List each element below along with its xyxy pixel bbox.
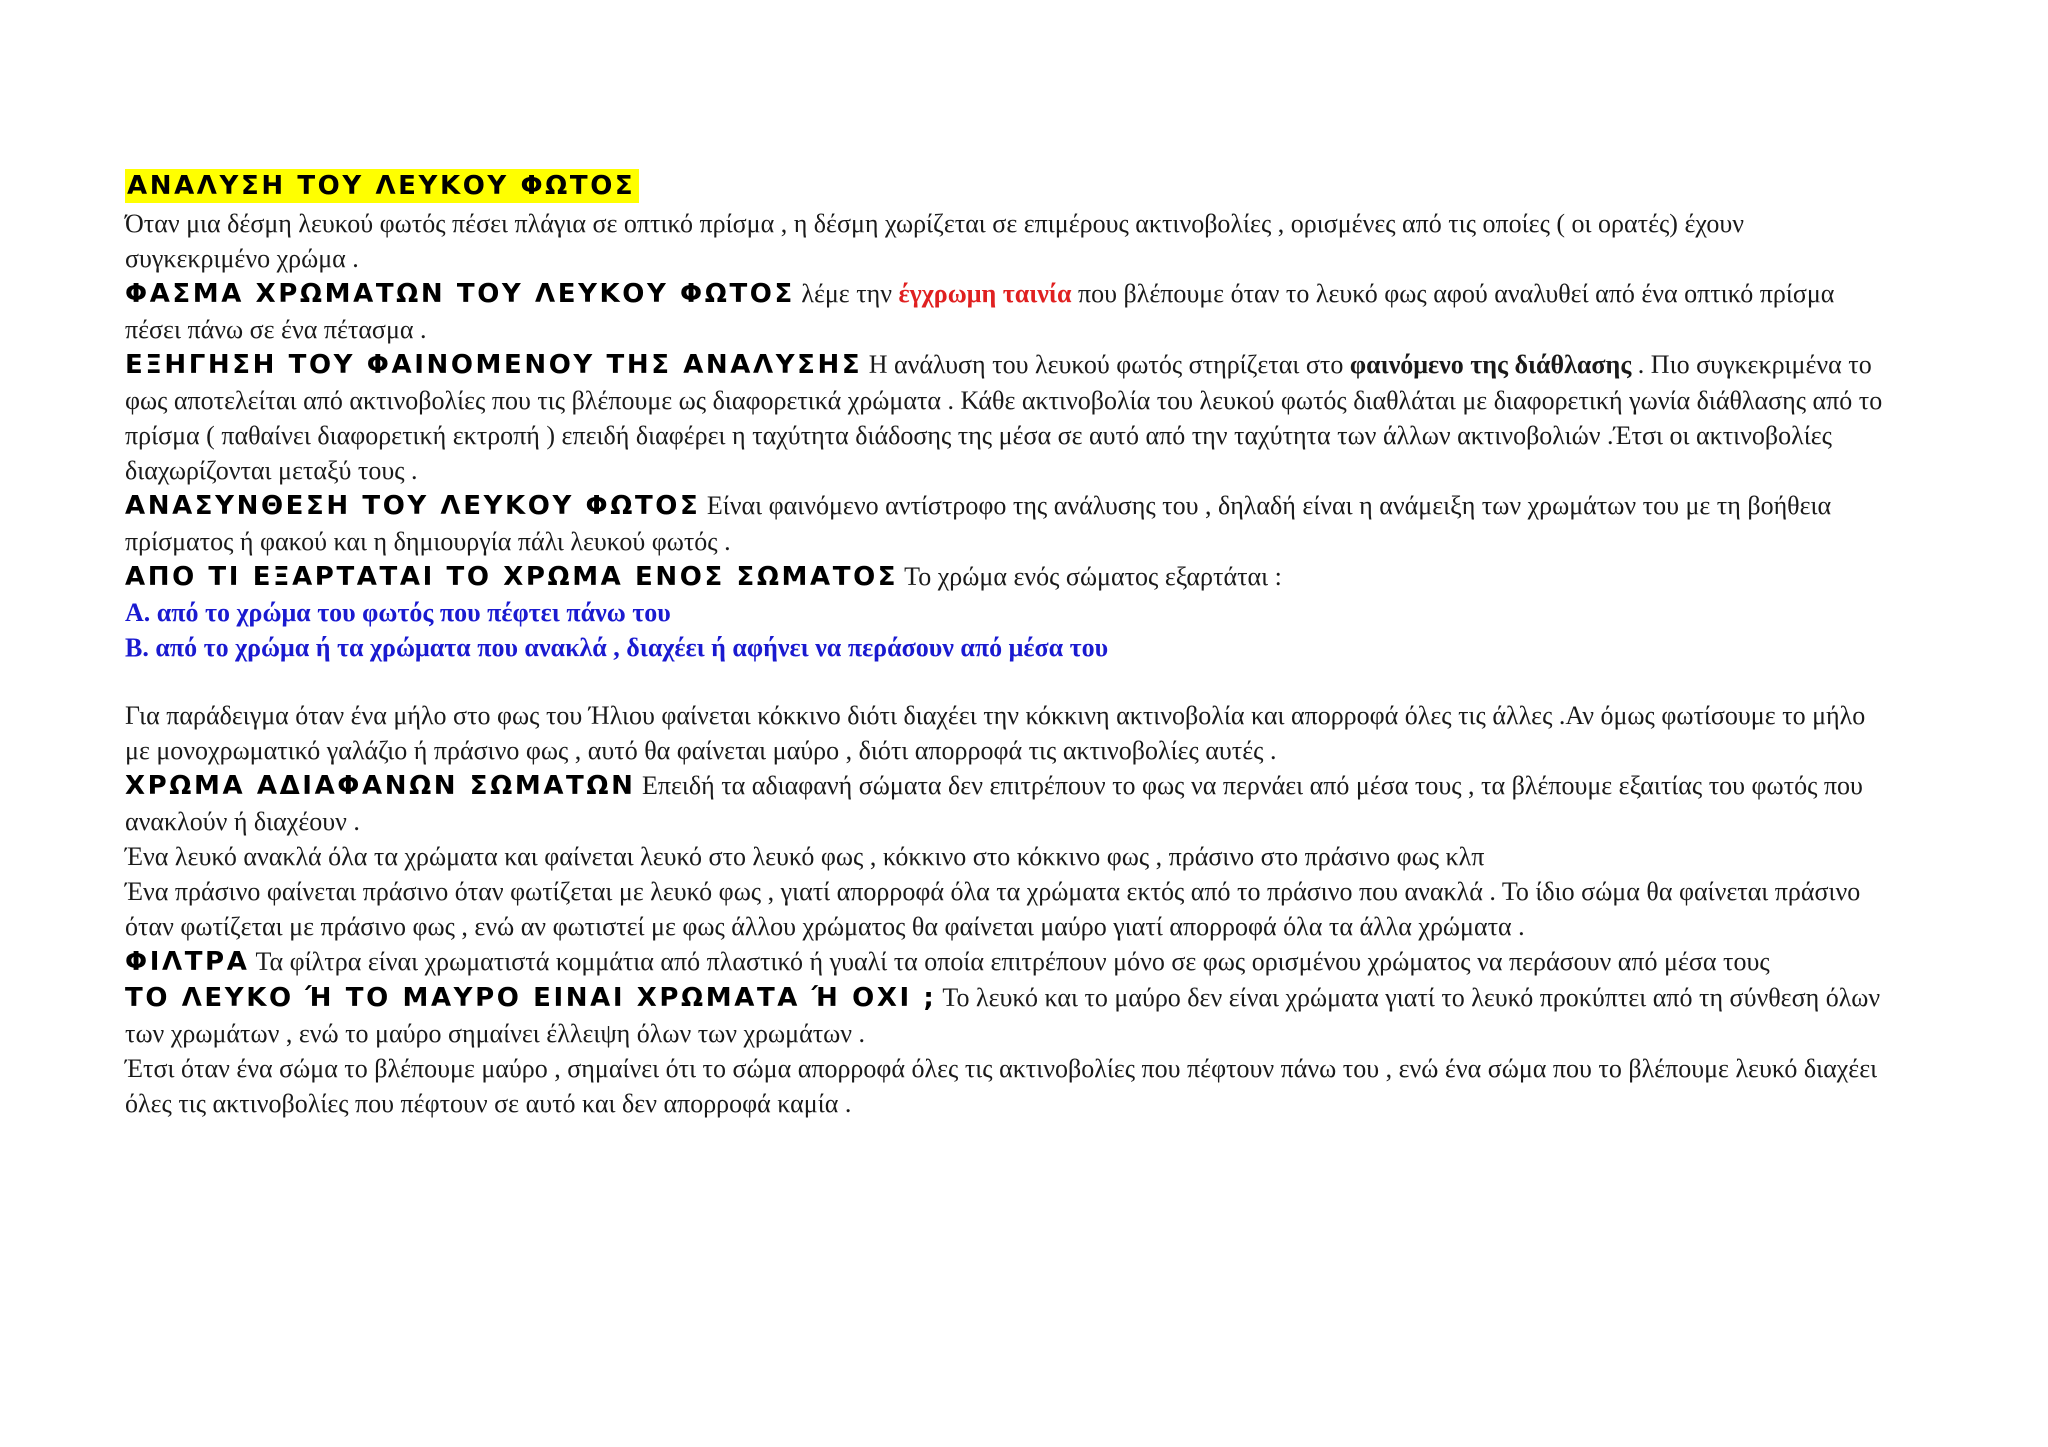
- opaque-white-line: Ένα λευκό ανακλά όλα τα χρώματα και φαίνεται λευκό στο λευκό φως , κόκκινο στο κόκκινο φως , πράσινο στο πράσινο φως κλπ: [125, 842, 1485, 871]
- body-color-text: Το χρώμα ενός σώματος εξαρτάται :: [898, 562, 1282, 591]
- spacer: [125, 665, 1885, 698]
- filters-paragraph: [125, 944, 1885, 980]
- spectrum-paragraph: [125, 276, 1885, 347]
- opaque-paragraph: [125, 768, 1885, 839]
- synthesis-paragraph: [125, 488, 1885, 559]
- spectrum-text-before: λέμε την: [794, 279, 899, 308]
- explanation-text-after: . Πιο συγκεκριμένα το φως αποτελείται από ακτινοβολίες που τις βλέπουμε ως διαφορετικά χρώματα . Κάθε ακτινοβολία του λευκού φωτός διαθλάται με διαφορετική γωνία διάθλασης από το πρίσμα ( παθαίνει διαφορετική εκτροπή ) επειδή διαφέρει η ταχύτητα διάδοσης της μέσα σε αυτό από την ταχύτητα των άλλων ακτινοβολιών .Έτσι οι ακτινοβολίες διαχωρίζονται μεταξύ τους .: [125, 350, 1883, 485]
- white-black-text: Το λευκό και το μαύρο δεν είναι χρώματα γιατί το λευκό προκύπτει από τη σύνθεση όλων των χρωμάτων , ενώ το μαύρο σημαίνει έλλειψη όλων των χρωμάτων .: [125, 983, 1881, 1048]
- spectrum-text-after: που βλέπουμε όταν το λευκό φως αφού αναλυθεί από ένα οπτικό πρίσμα πέσει πάνω σε ένα πέτασμα .: [125, 279, 1835, 344]
- document-page: [125, 168, 1885, 1121]
- opaque-green-line: Ένα πράσινο φαίνεται πράσινο όταν φωτίζεται με λευκό φως , γιατί απορροφά όλα τα χρώματα εκτός από το πράσινο που ανακλά . Το ίδιο σώμα θα φαίνεται πράσινο όταν φωτίζεται με πράσινο φως , ενώ αν φωτιστεί με φως άλλου χρώματος θα φαίνεται μαύρο γιατί απορροφά όλα τα άλλα χρώματα .: [125, 877, 1861, 941]
- title-line: [125, 168, 1885, 204]
- body-color-heading: ΑΠΟ ΤΙ ΕΞΑΡΤΑΤΑΙ ΤΟ ΧΡΩΜΑ ΕΝΟΣ ΣΩΜΑΤΟΣ: [125, 562, 899, 592]
- filters-text: Τα φίλτρα είναι χρωματιστά κομμάτια από πλαστικό ή γυαλί τα οποία επιτρέπουν μόνο σε φως ορισμένου χρώματος να περάσουν από μέσα τους: [249, 947, 1770, 976]
- opaque-text: Επειδή τα αδιαφανή σώματα δεν επιτρέπουν το φως να περνάει από μέσα τους , τα βλέπουμε εξαιτίας του φωτός που ανακλούν ή διαχέουν .: [125, 771, 1863, 836]
- white-black-conclusion: Έτσι όταν ένα σώμα το βλέπουμε μαύρο , σημαίνει ότι το σώμα απορροφά όλες τις ακτινοβολίες που πέφτουν πάνω του , ενώ ένα σώμα που το βλέπουμε λευκό διαχέει όλες τις ακτινοβολίες που πέφτουν σε αυτό και δεν απορροφά καμία .: [125, 1054, 1878, 1118]
- explanation-text-before: Η ανάλυση του λευκού φωτός στηρίζεται στο: [862, 350, 1350, 379]
- intro-paragraph: Όταν μια δέσμη λευκού φωτός πέσει πλάγια σε οπτικό πρίσμα , η δέσμη χωρίζεται σε επιμέρους ακτινοβολίες , ορισμένες από τις οποίες ( οι ορατές) έχουν συγκεκριμένο χρώμα .: [125, 209, 1744, 273]
- synthesis-text: Είναι φαινόμενο αντίστροφο της ανάλυσης του , δηλαδή είναι η ανάμειξη των χρωμάτων του με τη βοήθεια πρίσματος ή φακού και η δημιουργία πάλι λευκού φωτός .: [125, 491, 1832, 556]
- explanation-term: φαινόμενο της διάθλασης: [1349, 350, 1632, 379]
- body-color-item-a: Α. από το χρώμα του φωτός που πέφτει πάνω του: [125, 598, 671, 627]
- opaque-heading: ΧΡΩΜΑ ΑΔΙΑΦΑΝΩΝ ΣΩΜΑΤΩΝ: [125, 771, 636, 801]
- synthesis-heading: ΑΝΑΣΥΝΘΕΣΗ ΤΟΥ ΛΕΥΚΟΥ ΦΩΤΟΣ: [125, 491, 701, 521]
- body-color-item-b: Β. από το χρώμα ή τα χρώματα που ανακλά , διαχέει ή αφήνει να περάσουν από μέσα του: [125, 633, 1109, 662]
- explanation-heading: ΕΞΗΓΗΣΗ ΤΟΥ ΦΑΙΝΟΜΕΝΟΥ ΤΗΣ ΑΝΑΛΥΣΗΣ: [125, 350, 863, 380]
- filters-heading: ΦΙΛΤΡΑ: [125, 947, 250, 977]
- body-color-paragraph: [125, 559, 1885, 595]
- white-black-heading: ΤΟ ΛΕΥΚΟ Ή ΤΟ ΜΑΥΡΟ ΕΙΝΑΙ ΧΡΩΜΑΤΑ Ή ΟΧΙ ;: [125, 983, 937, 1013]
- explanation-paragraph: [125, 347, 1885, 488]
- example-paragraph: Για παράδειγμα όταν ένα μήλο στο φως του Ήλιου φαίνεται κόκκινο διότι διαχέει την κόκκινη ακτινοβολία και απορροφά όλες τις άλλες .Αν όμως φωτίσουμε το μήλο με μονοχρωματικό γαλάζιο ή πράσινο φως , αυτό θα φαίνεται μαύρο , διότι απορροφά τις ακτινοβολίες αυτές .: [125, 701, 1866, 765]
- page-title: ΑΝΑΛΥΣΗ ΤΟΥ ΛΕΥΚΟΥ ΦΩΤΟΣ: [125, 169, 639, 203]
- spectrum-heading: ΦΑΣΜΑ ΧΡΩΜΑΤΩΝ ΤΟΥ ΛΕΥΚΟΥ ΦΩΤΟΣ: [125, 279, 795, 309]
- spectrum-term: έγχρωμη ταινία: [898, 279, 1072, 308]
- white-black-paragraph: [125, 980, 1885, 1051]
